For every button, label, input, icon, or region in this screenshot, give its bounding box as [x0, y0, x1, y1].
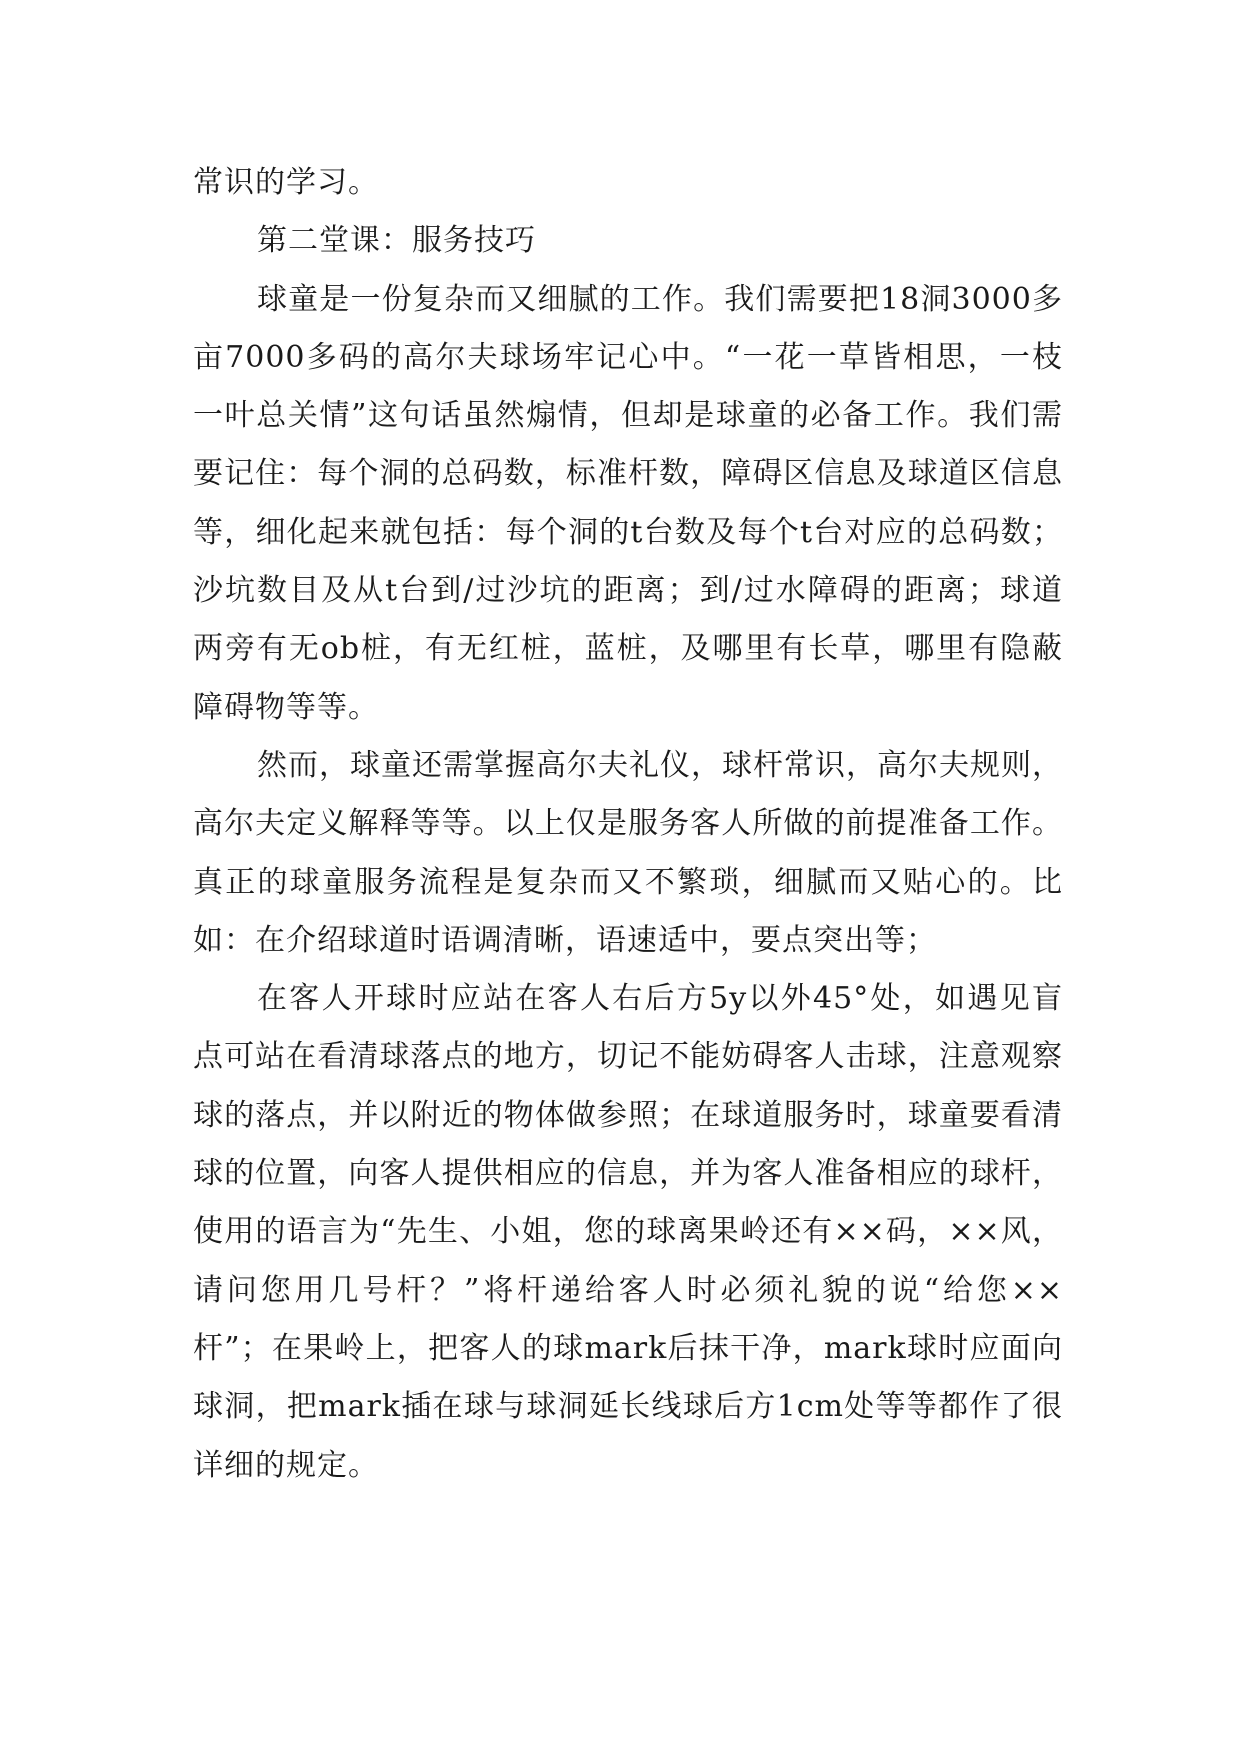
section-heading: 第二堂课：服务技巧	[257, 223, 536, 259]
paragraph: 然而，球童还需掌握高尔夫礼仪，球杆常识，高尔夫规则，高尔夫定义解释等等。以上仅是服务客人所做的前提准备工作。真正的球童服务流程是复杂而又不繁琐，细腻而又贴心的。比如：在介绍球道时语调清晰，语速适中，要点突出等；	[193, 747, 1063, 958]
paragraph: 球童是一份复杂而又细腻的工作。我们需要把18洞3000多亩7000多码的高尔夫球场牢记心中。“一花一草皆相思，一枝一叶总关情”这句话虽然煽情，但却是球童的必备工作。我们需要记住：每个洞的总码数，标准杆数，障碍区信息及球道区信息等，细化起来就包括：每个洞的t台数及每个t台对应的总码数；沙坑数目及从t台到/过沙坑的距离；到/过水障碍的距离；球道两旁有无ob桩，有无红桩，蓝桩，及哪里有长草，哪里有隐蔽障碍物等等。	[193, 281, 1063, 725]
document-body	[193, 154, 1063, 1495]
paragraph: 在客人开球时应站在客人右后方5y以外45°处，如遇见盲点可站在看清球落点的地方，切记不能妨碍客人击球，注意观察球的落点，并以附近的物体做参照；在球道服务时，球童要看清球的位置，向客人提供相应的信息，并为客人准备相应的球杆，使用的语言为“先生、小姐，您的球离果岭还有××码，××风，请问您用几号杆？”将杆递给客人时必须礼貌的说“给您××杆”；在果岭上，把客人的球mark后抹干净，mark球时应面向球洞，把mark插在球与球洞延长线球后方1cm处等等都作了很详细的规定。	[193, 981, 1063, 1483]
paragraph-continuation: 常识的学习。	[193, 165, 379, 200]
